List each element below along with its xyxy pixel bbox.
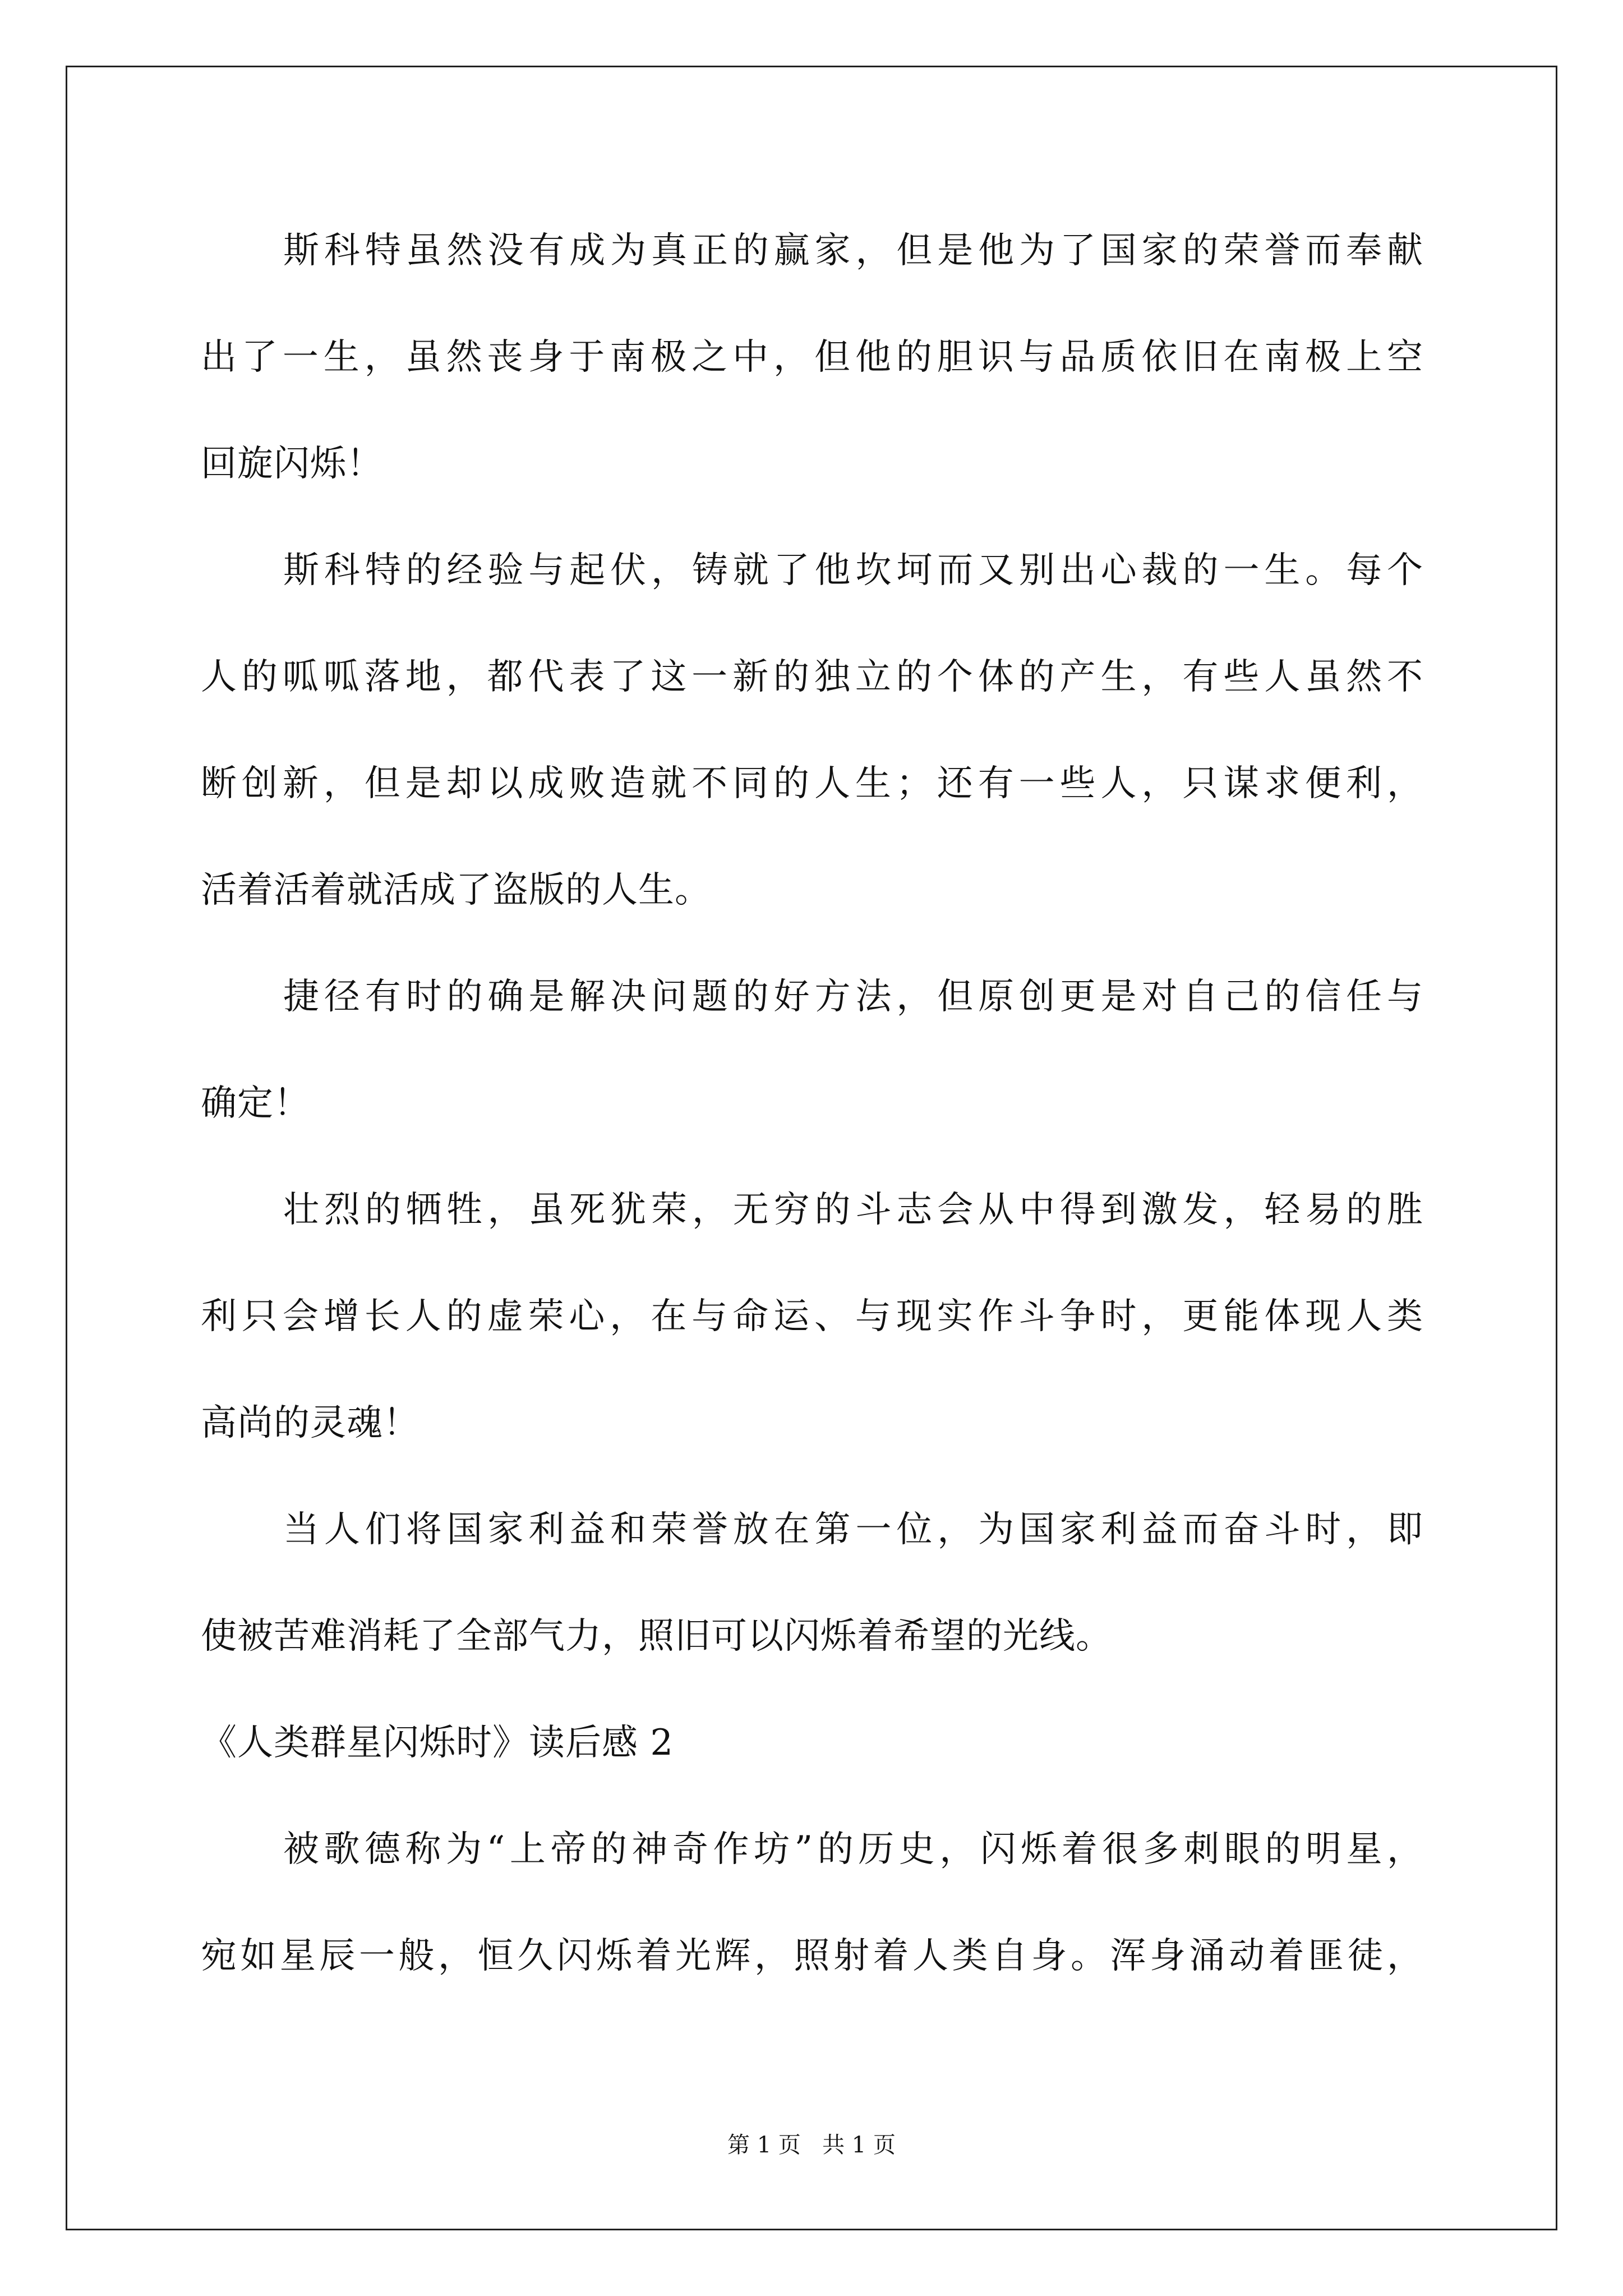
paragraph-3-line-1: 捷径有时的确是解决问题的好方法，但原创更是对自己的信任与 — [283, 976, 1423, 1018]
paragraph-6-line-1: 被歌德称为“上帝的神奇作坊”的历史，闪烁着很多刺眼的明星， — [283, 1829, 1423, 1870]
paragraph-4-line-2: 利只会增长人的虚荣心，在与命运、与现实作斗争时，更能体现人类 — [201, 1296, 1423, 1337]
page-border — [66, 66, 1557, 2230]
paragraph-1-line-1: 斯科特虽然没有成为真正的赢家，但是他为了国家的荣誉而奉献 — [283, 230, 1423, 272]
paragraph-6-line-2: 宛如星辰一般，恒久闪烁着光辉，照射着人类自身。浑身涌动着匪徒， — [201, 1935, 1423, 1977]
paragraph-2-line-2: 人的呱呱落地，都代表了这一新的独立的个体的产生，有些人虽然不 — [201, 656, 1423, 698]
paragraph-5-line-2: 使被苦难消耗了全部气力，照旧可以闪烁着希望的光线。 — [201, 1616, 1112, 1657]
paragraph-1-line-2: 出了一生，虽然丧身于南极之中，但他的胆识与品质依旧在南极上空 — [201, 337, 1423, 378]
paragraph-4-line-3: 高尚的灵魂！ — [201, 1402, 419, 1444]
paragraph-1-line-3: 回旋闪烁！ — [201, 443, 383, 485]
section-heading: 《人类群星闪烁时》读后感 2 — [201, 1722, 674, 1764]
paragraph-2-line-3: 断创新，但是却以成败造就不同的人生；还有一些人，只谋求便利， — [201, 763, 1423, 804]
paragraph-5-line-1: 当人们将国家利益和荣誉放在第一位，为国家利益而奋斗时，即 — [283, 1509, 1423, 1550]
page-footer: 第 1 页 共 1 页 — [727, 2132, 896, 2158]
paragraph-2-line-4: 活着活着就活成了盗版的人生。 — [201, 869, 711, 911]
paragraph-4-line-1: 壮烈的牺牲，虽死犹荣，无穷的斗志会从中得到激发，轻易的胜 — [283, 1189, 1423, 1231]
paragraph-2-line-1: 斯科特的经验与起伏，铸就了他坎坷而又别出心裁的一生。每个 — [283, 550, 1423, 591]
paragraph-3-line-2: 确定！ — [201, 1083, 310, 1124]
